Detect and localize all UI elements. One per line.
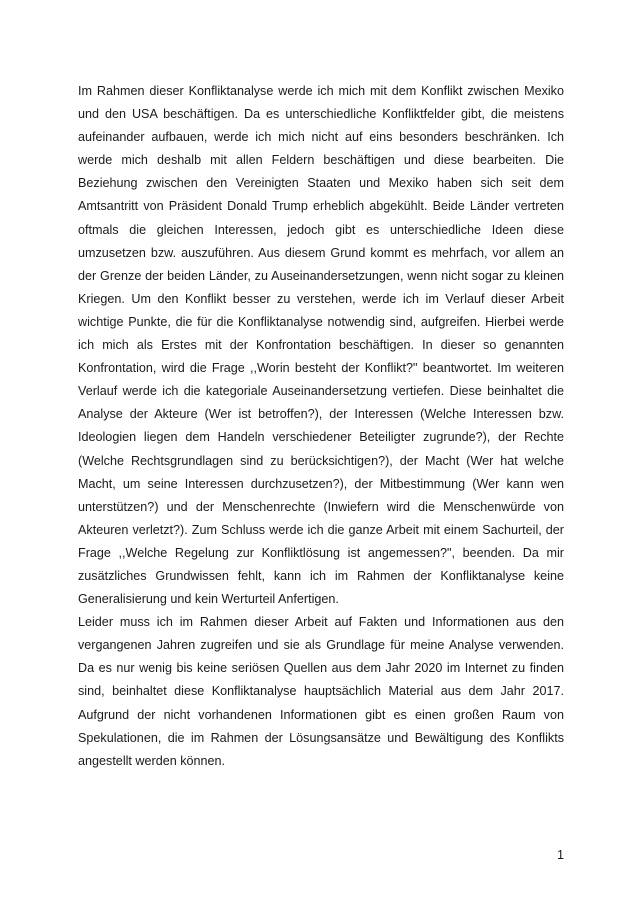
page-number: 1 xyxy=(556,848,564,862)
paragraph-sources: Leider muss ich im Rahmen dieser Arbeit auf Fakten und Informationen aus den vergangenen Jahren zugreifen und sie als Grundlage für meine Analyse verwenden. Da es nur wenig bis keine seriösen Quellen aus dem Jahr 2020 im Internet zu finden sind, beinhaltet diese Konfliktanalyse hauptsächlich Material aus dem Jahr 2017. Aufgrund der nicht vorhandenen Informationen gibt es einen großen Raum von Spekulationen, die im Rahmen der Lösungsansätze und Bewältigung des Konflikts angestellt werden können. xyxy=(78,615,564,768)
body-text xyxy=(78,80,564,773)
paragraph-introduction: Im Rahmen dieser Konfliktanalyse werde ich mich mit dem Konflikt zwischen Mexiko und den USA beschäftigen. Da es unterschiedliche Konfliktfelder gibt, die meistens aufeinander aufbauen, werde ich mich nicht auf eins besonders beschränken. Ich werde mich deshalb mit allen Feldern beschäftigen und diese bearbeiten. Die Beziehung zwischen den Vereinigten Staaten und Mexiko haben sich seit dem Amtsantritt von Präsident Donald Trump erheblich abgekühlt. Beide Länder vertreten oftmals die gleichen Interessen, jedoch gibt es unterschiedliche Ideen diese umzusetzen bzw. auszuführen. Aus diesem Grund kommt es mehrfach, vor allem an der Grenze der beiden Länder, zu Auseinandersetzungen, wenn nicht sogar zu kleinen Kriegen. Um den Konflikt besser zu verstehen, werde ich im Verlauf dieser Arbeit wichtige Punkte, die für die Konfliktanalyse notwendig sind, aufgreifen. Hierbei werde ich mich als Erstes mit der Konfrontation beschäftigen. In dieser so genannten Konfrontation, wird die Frage ,,Worin besteht der Konflikt?" beantwortet. Im weiteren Verlauf werde ich die kategoriale Auseinandersetzung vertiefen. Diese beinhaltet die Analyse der Akteure (Wer ist betroffen?), der Interessen (Welche Interessen bzw. Ideologien liegen dem Handeln verschiedener Beteiligter zugrunde?), der Rechte (Welche Rechtsgrundlagen sind zu berücksichtigen?), der Macht (Wer hat welche Macht, um seine Interessen durchzusetzen?), der Mitbestimmung (Wer kann wen unterstützen?) und der Menschenrechte (Inwiefern wird die Menschenwürde von Akteuren verletzt?). Zum Schluss werde ich die ganze Arbeit mit einem Sachurteil, der Frage ,,Welche Regelung zur Konfliktlösung ist angemessen?", beenden. Da mir zusätzliches Grundwissen fehlt, kann ich im Rahmen der Konfliktanalyse keine Generalisierung und kein Werturteil Anfertigen. xyxy=(78,84,564,607)
